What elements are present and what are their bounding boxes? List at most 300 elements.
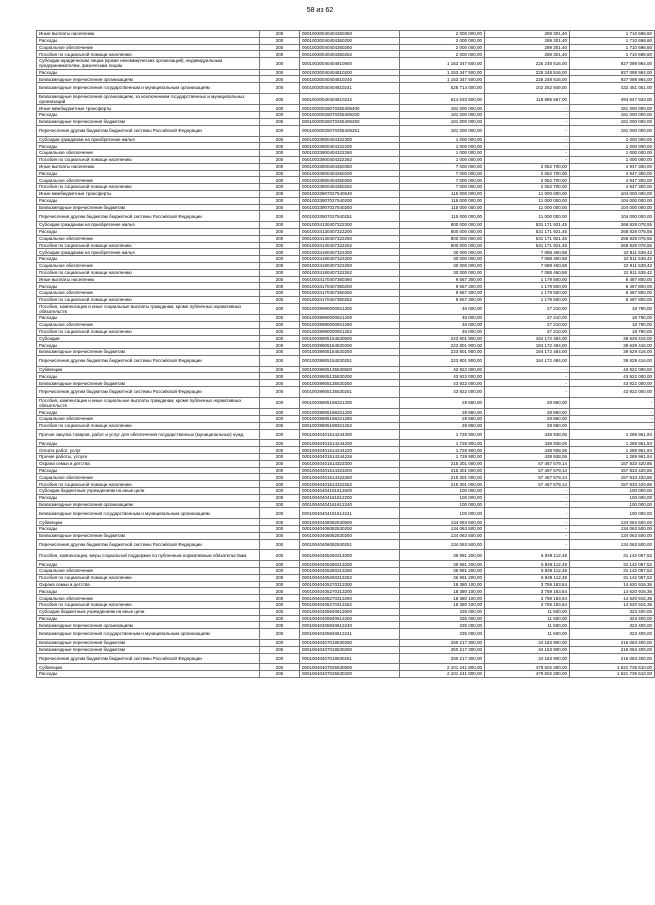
unexecuted-amount: 157 833 420,86: [570, 460, 655, 467]
row-kbk: 00010033900404322300: [300, 136, 400, 143]
table-row: [37, 269, 655, 276]
row-name: Субвенции: [37, 519, 260, 526]
row-kbk: 00010034170407360200: [300, 283, 400, 290]
row-kbk: 00010040401514244300: [300, 429, 400, 440]
table-row: [37, 588, 655, 595]
table-row: [37, 112, 655, 119]
row-name: Социальное обеспечение: [37, 568, 260, 575]
table-row: [37, 664, 655, 671]
row-kbk: 00010034130407322300: [300, 222, 400, 229]
executed-amount: 11 600,00: [485, 622, 570, 629]
row-kbk: 00010039905198321200: [300, 409, 400, 416]
table-row: [37, 429, 655, 440]
table-row: [37, 177, 655, 184]
row-kbk: 00010033900404360360: [300, 163, 400, 170]
executed-amount: 28 860,00: [485, 422, 570, 429]
row-code: 200: [260, 373, 300, 380]
executed-amount: -: [485, 150, 570, 157]
table-row: [37, 249, 655, 256]
row-code: 200: [260, 608, 300, 615]
table-row: [37, 222, 655, 229]
row-code: 200: [260, 177, 300, 184]
table-row: [37, 290, 655, 297]
unexecuted-amount: 1 289 961,94: [570, 447, 655, 454]
row-name: Расходы: [37, 342, 260, 349]
row-code: 200: [260, 184, 300, 191]
unexecuted-amount: 134 063 500,00: [570, 526, 655, 533]
unexecuted-amount: 927 098 984,00: [570, 76, 655, 83]
row-name: Охрана семьи и детства: [37, 581, 260, 588]
unexecuted-amount: -: [570, 397, 655, 408]
row-code: 200: [260, 481, 300, 488]
executed-amount: -: [485, 125, 570, 136]
executed-amount: 5 849 112,48: [485, 568, 570, 575]
row-kbk: 00010040405940612600: [300, 608, 400, 615]
unexecuted-amount: 18 790,00: [570, 315, 655, 322]
executed-amount: 27 210,00: [485, 303, 570, 314]
row-kbk: 00010040401514323262: [300, 481, 400, 488]
row-kbk: 00010039990000921262: [300, 328, 400, 335]
approved-amount: 7 000 000,00: [400, 184, 485, 191]
row-name: Субсидии гражданам на приобретение жилья: [37, 249, 260, 256]
row-name: Расходы: [37, 409, 260, 416]
row-code: 200: [260, 204, 300, 211]
row-kbk: 00010039905154530200: [300, 342, 400, 349]
row-code: 200: [260, 197, 300, 204]
row-name: Безвозмездные перечисления бюджетам: [37, 118, 260, 125]
table-row: [37, 561, 655, 568]
row-kbk: 00010030026070255405400: [300, 105, 400, 112]
row-kbk: 00010039990000921260: [300, 321, 400, 328]
approved-amount: 18 380 100,00: [400, 581, 485, 588]
row-name: Субвенции: [37, 664, 260, 671]
unexecuted-amount: 1 710 698,60: [570, 31, 655, 38]
row-code: 200: [260, 429, 300, 440]
approved-amount: 28 860,00: [400, 397, 485, 408]
unexecuted-amount: 4 947 300,00: [570, 184, 655, 191]
approved-amount: 800 000 000,00: [400, 235, 485, 242]
executed-amount: -: [485, 532, 570, 539]
executed-amount: -: [485, 380, 570, 387]
unexecuted-amount: 216 063 400,00: [570, 639, 655, 646]
row-name: Субсидии бюджетным учреждениям на иные цели: [37, 608, 260, 615]
table-row: [37, 488, 655, 495]
row-code: 200: [260, 242, 300, 249]
table-row: [37, 550, 655, 561]
approved-amount: 215 301 000,00: [400, 460, 485, 467]
row-kbk: 00010040407018530250: [300, 646, 400, 653]
row-kbk: 00010040405270313200: [300, 588, 400, 595]
row-kbk: 00010033907027540200: [300, 197, 400, 204]
executed-amount: 3 759 183,64: [485, 588, 570, 595]
row-code: 200: [260, 112, 300, 119]
approved-amount: 100 000,00: [400, 494, 485, 501]
row-name: Расходы: [37, 588, 260, 595]
approved-amount: 1 153 347 500,00: [400, 58, 485, 69]
row-code: 200: [260, 519, 300, 526]
row-code: 200: [260, 467, 300, 474]
row-kbk: 00010040405270313262: [300, 602, 400, 609]
row-code: 200: [260, 447, 300, 454]
executed-amount: 225 248 516,00: [485, 58, 570, 69]
approved-amount: 28 860,00: [400, 409, 485, 416]
approved-amount: 100 000,00: [400, 488, 485, 495]
table-row: [37, 639, 655, 646]
row-kbk: 00010033907027540251: [300, 211, 400, 222]
approved-amount: 223 801 900,00: [400, 349, 485, 356]
row-code: 200: [260, 328, 300, 335]
row-code: 200: [260, 269, 300, 276]
row-code: 200: [260, 474, 300, 481]
row-kbk: 00010040401514323260: [300, 474, 400, 481]
unexecuted-amount: 927 098 984,00: [570, 58, 655, 69]
table-row: [37, 184, 655, 191]
approved-amount: 46 000,00: [400, 303, 485, 314]
row-name: Прочие работы, услуги: [37, 454, 260, 461]
row-kbk: 00010040401514244226: [300, 454, 400, 461]
row-name: Безвозмездные перечисления бюджетам: [37, 380, 260, 387]
row-name: Субсидии гражданам на приобретение жилья: [37, 136, 260, 143]
unexecuted-amount: 100 000,00: [570, 501, 655, 508]
unexecuted-amount: 8 487 800,00: [570, 290, 655, 297]
unexecuted-amount: 14 620 916,36: [570, 602, 655, 609]
row-name: Пособия по социальной помощи населению: [37, 51, 260, 58]
row-code: 200: [260, 574, 300, 581]
unexecuted-amount: 1 621 739 510,00: [570, 664, 655, 671]
row-kbk: 00010040407018530250: [300, 639, 400, 646]
row-name: Пособия по социальной помощи населению: [37, 156, 260, 163]
approved-amount: 30 000 000,00: [400, 262, 485, 269]
row-kbk: 00010040406082530250: [300, 532, 400, 539]
executed-amount: 2 052 700,00: [485, 184, 570, 191]
executed-amount: 28 860,00: [485, 409, 570, 416]
unexecuted-amount: 18 790,00: [570, 328, 655, 335]
table-row: [37, 235, 655, 242]
executed-amount: -: [485, 519, 570, 526]
row-code: 200: [260, 646, 300, 653]
approved-amount: 36 991 200,00: [400, 550, 485, 561]
row-kbk: 00010040405940612240: [300, 622, 400, 629]
table-body: [37, 31, 655, 678]
row-kbk: 00010039990000921200: [300, 315, 400, 322]
executed-amount: 3 759 183,64: [485, 595, 570, 602]
table-row: [37, 671, 655, 678]
row-code: 200: [260, 595, 300, 602]
row-name: Безвозмездные перечисления государственным и муниципальным организациям: [37, 83, 260, 94]
approved-amount: 250 217 300,00: [400, 653, 485, 664]
row-kbk: 00010039905135530200: [300, 373, 400, 380]
unexecuted-amount: 104 000 000,00: [570, 197, 655, 204]
unexecuted-amount: 4 947 300,00: [570, 177, 655, 184]
row-code: 200: [260, 629, 300, 640]
row-kbk: 00010040401514323200: [300, 467, 400, 474]
row-name: Пособия по социальной помощи населению: [37, 602, 260, 609]
approved-amount: 115 000 000,00: [400, 211, 485, 222]
row-name: Безвозмездные перечисления бюджетам: [37, 204, 260, 211]
unexecuted-amount: 181 000 000,00: [570, 125, 655, 136]
row-name: Пособия, компенсации, меры социальной поддержки по публичным нормативным обязательствам: [37, 550, 260, 561]
row-kbk: 00010039905154530251: [300, 355, 400, 366]
executed-amount: 1 179 500,00: [485, 290, 570, 297]
row-code: 200: [260, 249, 300, 256]
approved-amount: 9 667 300,00: [400, 290, 485, 297]
unexecuted-amount: 4 947 300,00: [570, 163, 655, 170]
row-kbk: 00010040405260313260: [300, 568, 400, 575]
approved-amount: 181 000 000,00: [400, 118, 485, 125]
table-row: [37, 653, 655, 664]
executed-amount: 57 467 579,14: [485, 474, 570, 481]
row-name: Расходы: [37, 671, 260, 678]
executed-amount: 28 860,00: [485, 397, 570, 408]
row-kbk: 00010033900404322262: [300, 156, 400, 163]
row-kbk: 00010040404161612600: [300, 488, 400, 495]
unexecuted-amount: 323 400,00: [570, 615, 655, 622]
row-name: Безвозмездные перечисления организациям: [37, 501, 260, 508]
row-kbk: 00010030040404810242: [300, 93, 400, 104]
unexecuted-amount: 104 000 000,00: [570, 190, 655, 197]
row-code: 200: [260, 296, 300, 303]
row-name: Безвозмездные перечисления государственным и муниципальным организациям: [37, 629, 260, 640]
row-code: 200: [260, 508, 300, 519]
approved-amount: 181 000 000,00: [400, 112, 485, 119]
executed-amount: -: [485, 539, 570, 550]
table-row: [37, 494, 655, 501]
approved-amount: 1 728 900,00: [400, 440, 485, 447]
table-row: [37, 190, 655, 197]
row-name: Безвозмездные перечисления бюджетам: [37, 349, 260, 356]
row-code: 200: [260, 321, 300, 328]
table-row: [37, 296, 655, 303]
table-row: [37, 349, 655, 356]
approved-amount: 43 922 000,00: [400, 387, 485, 398]
unexecuted-amount: 1 289 961,94: [570, 440, 655, 447]
approved-amount: 7 000 000,00: [400, 163, 485, 170]
row-name: Пособия по социальной помощи населению: [37, 269, 260, 276]
executed-amount: 531 171 921,45: [485, 228, 570, 235]
row-name: Безвозмездные перечисления организациям, за исключением государственных и муниципальных организаций: [37, 93, 260, 104]
row-code: 200: [260, 315, 300, 322]
row-kbk: 00010040407025530200: [300, 671, 400, 678]
executed-amount: 11 000 000,00: [485, 190, 570, 197]
approved-amount: 46 000,00: [400, 315, 485, 322]
row-kbk: 00010030040404810240: [300, 76, 400, 83]
row-kbk: 00010040401514323300: [300, 460, 400, 467]
executed-amount: 531 171 921,45: [485, 235, 570, 242]
row-name: Расходы: [37, 228, 260, 235]
executed-amount: 7 088 460,58: [485, 249, 570, 256]
executed-amount: 289 301,40: [485, 44, 570, 51]
row-code: 200: [260, 501, 300, 508]
unexecuted-amount: 268 828 078,55: [570, 222, 655, 229]
row-code: 200: [260, 409, 300, 416]
row-code: 200: [260, 150, 300, 157]
unexecuted-amount: 18 790,00: [570, 321, 655, 328]
unexecuted-amount: 14 620 916,36: [570, 581, 655, 588]
table-row: [37, 422, 655, 429]
executed-amount: 7 088 460,58: [485, 256, 570, 263]
table-row: [37, 118, 655, 125]
row-kbk: 00010040407025530500: [300, 664, 400, 671]
row-code: 200: [260, 440, 300, 447]
executed-amount: 438 938,06: [485, 447, 570, 454]
row-code: 200: [260, 125, 300, 136]
unexecuted-amount: 1 000 000,00: [570, 136, 655, 143]
approved-amount: 30 000 000,00: [400, 269, 485, 276]
row-code: 200: [260, 561, 300, 568]
row-code: 200: [260, 488, 300, 495]
executed-amount: 3 759 183,64: [485, 581, 570, 588]
row-kbk: 00010033900404360260: [300, 177, 400, 184]
executed-amount: 27 210,00: [485, 328, 570, 335]
approved-amount: 1 728 900,00: [400, 454, 485, 461]
executed-amount: 438 938,06: [485, 454, 570, 461]
unexecuted-amount: 134 063 500,00: [570, 532, 655, 539]
executed-amount: 225 248 516,00: [485, 76, 570, 83]
table-row: [37, 76, 655, 83]
row-name: Пособия по социальной помощи населению: [37, 574, 260, 581]
row-name: Иные выплаты населению: [37, 31, 260, 38]
table-row: [37, 581, 655, 588]
approved-amount: 36 991 200,00: [400, 574, 485, 581]
executed-amount: 479 502 290,00: [485, 671, 570, 678]
table-row: [37, 276, 655, 283]
row-code: 200: [260, 156, 300, 163]
unexecuted-amount: 157 833 420,86: [570, 481, 655, 488]
table-row: [37, 197, 655, 204]
unexecuted-amount: 14 620 916,36: [570, 595, 655, 602]
table-row: [37, 37, 655, 44]
row-code: 200: [260, 581, 300, 588]
row-code: 200: [260, 163, 300, 170]
executed-amount: -: [485, 143, 570, 150]
executed-amount: 57 467 579,14: [485, 460, 570, 467]
approved-amount: 18 380 100,00: [400, 588, 485, 595]
approved-amount: 30 000 000,00: [400, 256, 485, 263]
unexecuted-amount: 8 487 800,00: [570, 296, 655, 303]
row-code: 200: [260, 276, 300, 283]
executed-amount: 11 600,00: [485, 615, 570, 622]
row-name: Безвозмездные перечисления бюджетам: [37, 639, 260, 646]
row-kbk: 00010039905198321262: [300, 422, 400, 429]
approved-amount: 134 063 500,00: [400, 539, 485, 550]
approved-amount: 2 000 000,00: [400, 37, 485, 44]
table-row: [37, 380, 655, 387]
approved-amount: 36 991 200,00: [400, 561, 485, 568]
row-code: 200: [260, 256, 300, 263]
table-row: [37, 315, 655, 322]
row-code: 200: [260, 602, 300, 609]
row-kbk: 00010030040404810200: [300, 69, 400, 76]
row-code: 200: [260, 349, 300, 356]
executed-amount: 1 179 500,00: [485, 283, 570, 290]
table-row: [37, 454, 655, 461]
approved-amount: 800 000 000,00: [400, 222, 485, 229]
row-code: 200: [260, 366, 300, 373]
row-kbk: 00010040406082530200: [300, 526, 400, 533]
executed-amount: 102 262 949,00: [485, 83, 570, 94]
row-kbk: 00010030026070255405250: [300, 118, 400, 125]
approved-amount: 800 000 000,00: [400, 242, 485, 249]
unexecuted-amount: 22 911 539,42: [570, 256, 655, 263]
row-code: 200: [260, 222, 300, 229]
row-name: Расходы: [37, 467, 260, 474]
unexecuted-amount: 1 000 000,00: [570, 156, 655, 163]
approved-amount: 215 301 000,00: [400, 481, 485, 488]
unexecuted-amount: 39 629 416,00: [570, 349, 655, 356]
unexecuted-amount: 43 922 000,00: [570, 380, 655, 387]
row-kbk: 00010030040404810241: [300, 83, 400, 94]
unexecuted-amount: 4 947 300,00: [570, 170, 655, 177]
approved-amount: 134 063 500,00: [400, 526, 485, 533]
table-row: [37, 595, 655, 602]
approved-amount: 1 000 000,00: [400, 136, 485, 143]
unexecuted-amount: -: [570, 416, 655, 423]
unexecuted-amount: 1 710 698,60: [570, 44, 655, 51]
executed-amount: 11 000 000,00: [485, 197, 570, 204]
executed-amount: 531 171 921,45: [485, 222, 570, 229]
row-kbk: 00010030040404360200: [300, 37, 400, 44]
row-name: Социальное обеспечение: [37, 595, 260, 602]
table-row: [37, 204, 655, 211]
table-row: [37, 51, 655, 58]
executed-amount: 11 600,00: [485, 608, 570, 615]
unexecuted-amount: 157 833 420,86: [570, 474, 655, 481]
row-kbk: 00010040405270313300: [300, 581, 400, 588]
row-kbk: 00010040406082530500: [300, 519, 400, 526]
row-name: Расходы: [37, 37, 260, 44]
row-name: Пособия по социальной помощи населению: [37, 328, 260, 335]
approved-amount: 528 714 000,00: [400, 83, 485, 94]
approved-amount: 1 153 347 500,00: [400, 69, 485, 76]
row-kbk: 00010033900404360262: [300, 184, 400, 191]
executed-amount: 34 153 900,00: [485, 646, 570, 653]
row-kbk: 00010040404161612241: [300, 508, 400, 519]
approved-amount: 250 217 300,00: [400, 639, 485, 646]
row-kbk: 00010040405260313300: [300, 550, 400, 561]
unexecuted-amount: 323 400,00: [570, 629, 655, 640]
row-kbk: 00010034180407322262: [300, 269, 400, 276]
unexecuted-amount: 104 000 000,00: [570, 204, 655, 211]
unexecuted-amount: 39 629 416,00: [570, 335, 655, 342]
table-row: [37, 303, 655, 314]
row-kbk: 00010039905154530250: [300, 349, 400, 356]
unexecuted-amount: 31 142 087,52: [570, 550, 655, 561]
budget-execution-table: [36, 30, 655, 678]
row-name: Расходы: [37, 561, 260, 568]
row-kbk: 00010034180407322260: [300, 262, 400, 269]
page-number: 58 из 62: [306, 7, 334, 14]
approved-amount: 1 000 000,00: [400, 156, 485, 163]
approved-amount: 28 860,00: [400, 422, 485, 429]
unexecuted-amount: 216 063 400,00: [570, 653, 655, 664]
row-kbk: 00010040405940612200: [300, 615, 400, 622]
row-code: 200: [260, 170, 300, 177]
table-row: [37, 44, 655, 51]
row-name: Пособия, компенсации и иные социальные выплаты гражданам, кроме публичных нормативных обязательств: [37, 397, 260, 408]
unexecuted-amount: 181 000 000,00: [570, 105, 655, 112]
approved-amount: 9 667 300,00: [400, 283, 485, 290]
row-kbk: 00010040405260313200: [300, 561, 400, 568]
unexecuted-amount: 134 063 500,00: [570, 519, 655, 526]
table-row: [37, 242, 655, 249]
table-row: [37, 508, 655, 519]
row-code: 200: [260, 671, 300, 678]
table-row: [37, 460, 655, 467]
executed-amount: 27 210,00: [485, 321, 570, 328]
row-name: Социальное обеспечение: [37, 262, 260, 269]
executed-amount: -: [485, 501, 570, 508]
row-code: 200: [260, 622, 300, 629]
